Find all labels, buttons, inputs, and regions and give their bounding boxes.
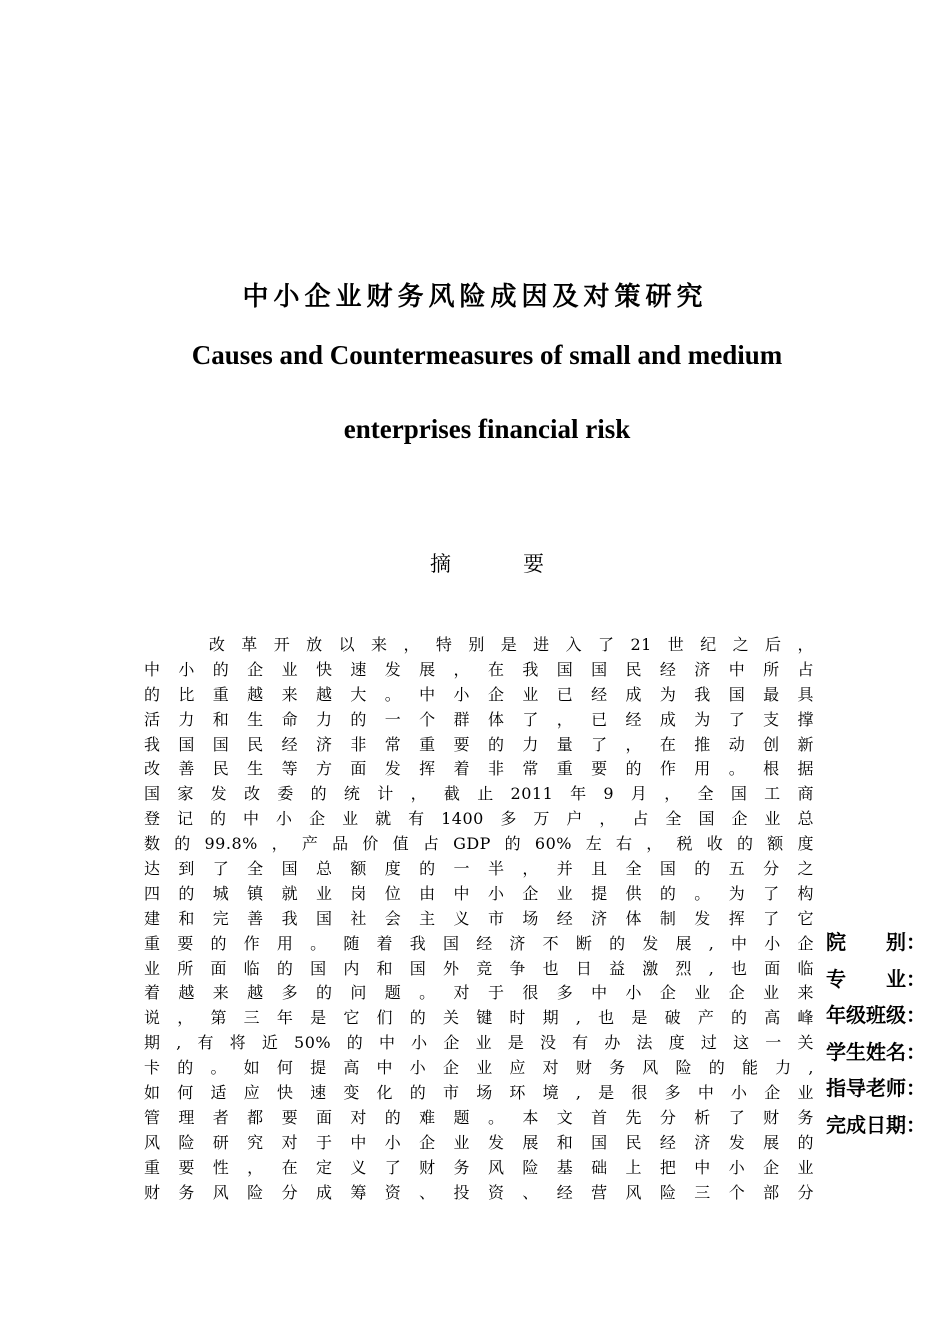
abstract-line: 我国国民经济非常重要的力量了，在推动创新: [144, 734, 814, 754]
abstract-line: 风险研究对于中小企业发展和国民经济发展的: [144, 1132, 814, 1152]
abstract-line: 重要性，在定义了财务风险基础上把中小企业: [144, 1157, 814, 1177]
abstract-line: 达到了全国总额度的一半，并且全国的五分之: [144, 859, 814, 879]
abstract-line: 数的99.8%，产品价值占GDP的60%左右，税收的额度: [144, 834, 814, 854]
abstract-line: 中小的企业快速发展，在我国国民经济中所占: [144, 659, 814, 679]
abstract-line: 如何适应快速变化的市场环境,是很多中小企业: [144, 1083, 814, 1103]
abstract-line: 管理者都要面对的难题。本文首先分析了财务: [144, 1107, 814, 1127]
abstract-heading-char-1: 摘: [430, 552, 451, 576]
department-label: 院 别：: [826, 930, 926, 954]
abstract-line: 改善民生等方面发挥着非常重要的作用。根据: [144, 759, 814, 779]
abstract-line: 国家发改委的统计，截止2011年9月，全国工商: [144, 784, 814, 804]
abstract-body: [144, 633, 814, 1205]
cover-info-labels: [826, 924, 926, 1143]
abstract-line: 着越来越多的问题。对于很多中小企业企业来: [144, 983, 814, 1003]
class-label: 年级班级：: [826, 1003, 926, 1027]
abstract-line: 期,有将近50%的中小企业是没有办法度过这一关: [144, 1033, 814, 1053]
major-label: 专 业：: [826, 966, 926, 991]
abstract-line: 建和完善我国社会主义市场经济体制发挥了它: [144, 908, 814, 928]
abstract-heading: [0, 548, 950, 578]
abstract-line: 卡的。如何提高中小企业应对财务风险的能力,: [144, 1058, 814, 1078]
thesis-title-english-line-2: enterprises financial risk: [343, 414, 631, 444]
abstract-heading-char-2: 要: [523, 552, 544, 576]
abstract-line: 业所面临的国内和国外竞争也日益激烈,也面临: [144, 958, 814, 978]
abstract-line: 登记的中小企业就有1400多万户，占全国企业总: [144, 809, 814, 829]
abstract-line: 四的城镇就业岗位由中小企业提供的。为了构: [144, 883, 814, 903]
abstract-line: 的比重越来越大。中小企业已经成为我国最具: [144, 684, 814, 704]
student-name-label: 学生姓名：: [826, 1039, 926, 1064]
abstract-line: 活力和生命力的一个群体了，已经成为了支撑: [144, 709, 814, 729]
abstract-line: 重要的作用。随着我国经济不断的发展,中小企: [144, 933, 814, 953]
thesis-title-english-line-1: Causes and Countermeasures of small and medium: [191, 340, 783, 370]
thesis-title-chinese: 中小企业财务风险成因及对策研究: [242, 282, 708, 312]
advisor-label: 指导老师：: [826, 1076, 926, 1100]
abstract-line: 说，第三年是它们的关键时期,也是破产的高峰: [144, 1008, 814, 1028]
abstract-line: 改革开放以来，特别是进入了21世纪之后，: [144, 635, 814, 654]
abstract-line: 财务风险分成筹资、投资、经营风险三个部分: [144, 1182, 814, 1202]
completion-date-label: 完成日期：: [826, 1112, 926, 1137]
